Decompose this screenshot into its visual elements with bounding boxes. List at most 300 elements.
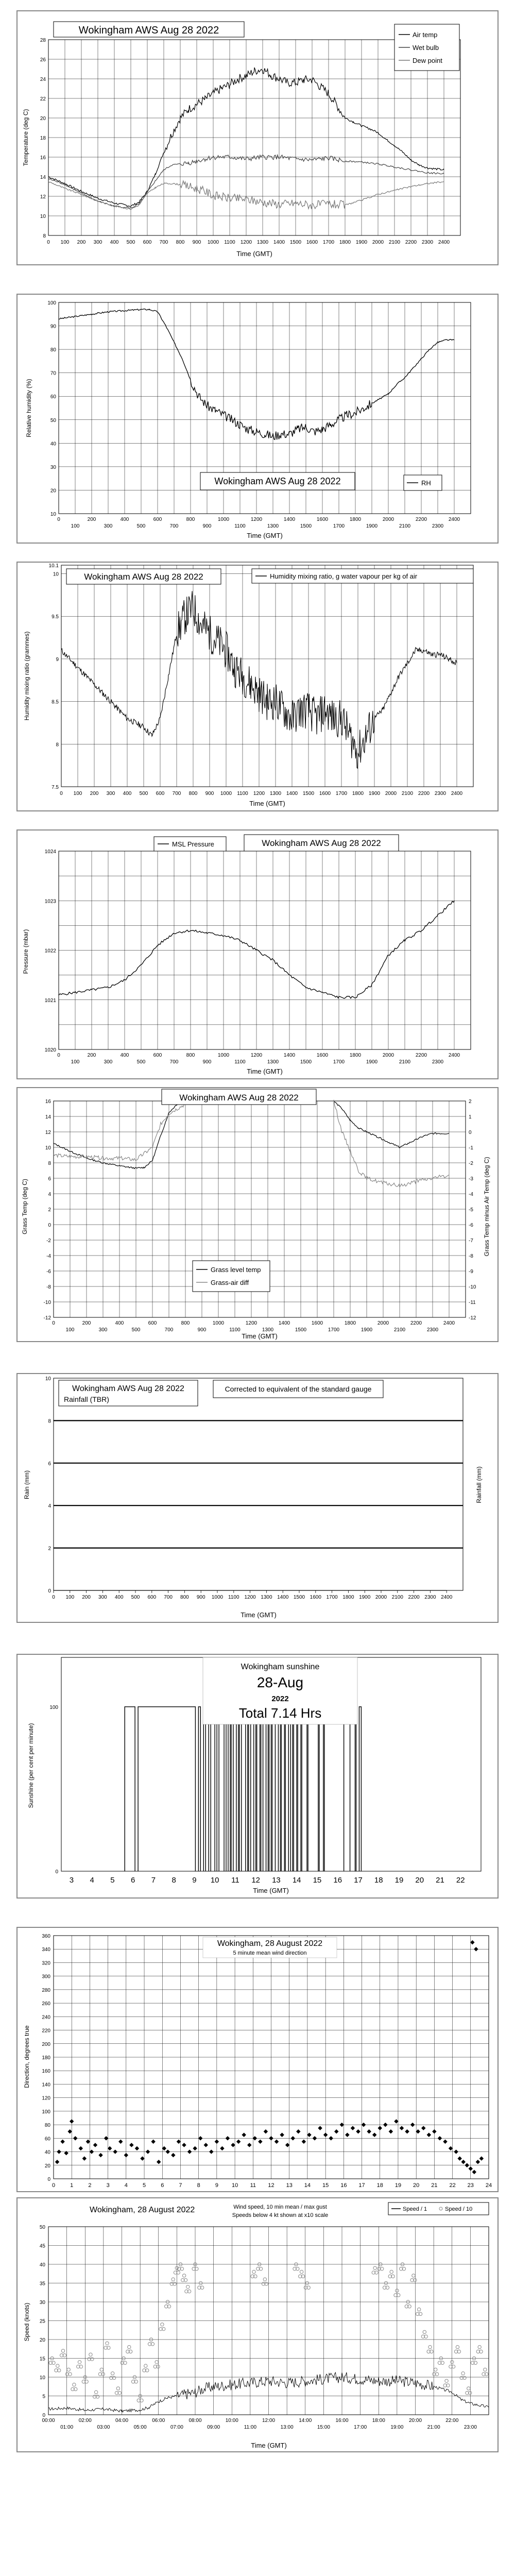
humidity-y-tick: 70: [50, 370, 56, 377]
wind-direction-x-tick: 7: [179, 2182, 182, 2189]
rainfall-x-tick: 800: [180, 1595, 189, 1600]
wind-direction-point: [432, 2129, 436, 2133]
rainfall-title: Wokingham AWS Aug 28 2022: [72, 1384, 184, 1393]
wind-speed-y-tick-labels: [40, 2225, 46, 2418]
wind-speed-x-tick: 20:00: [408, 2418, 422, 2424]
humidity-x-tick-labels: [57, 517, 460, 529]
wind-direction-point: [157, 2160, 161, 2164]
wind-speed-title: Wokingham, 28 August 2022: [90, 2206, 195, 2214]
pressure-y-tick: 1021: [44, 997, 56, 1004]
wind-speed-point: [263, 2278, 266, 2281]
wind-speed-point: [412, 2274, 415, 2277]
rainfall-chart-panel: [16, 1373, 499, 1623]
mixing-ratio-x-tick: 1800: [352, 791, 364, 796]
grass-temp-y-tick: -8: [46, 1284, 51, 1290]
grass-temp-x-tick-minor: 500: [131, 1327, 141, 1333]
wind-direction-point: [162, 2146, 166, 2150]
grass-temp-x-tick-minor: 1900: [360, 1327, 373, 1333]
mixing-ratio-x-tick: 1200: [253, 791, 265, 796]
wind-direction-y-tick-labels: [42, 1934, 50, 2182]
sunshine-bar: [301, 1707, 302, 1871]
grass-temp-y2-tick: -11: [469, 1300, 476, 1306]
sunshine-title: Wokingham sunshine: [241, 1663, 320, 1671]
wind-direction-y-tick: 260: [42, 2001, 50, 2007]
wind-speed-x-tick-minor: 13:00: [280, 2425, 294, 2430]
wind-direction-point: [166, 2149, 170, 2154]
pressure-x-tick-minor: 700: [169, 1059, 179, 1065]
sunshine-bar: [198, 1707, 200, 1871]
grass-temp-y-tick: -12: [43, 1315, 51, 1321]
sunshine-x-tick: 17: [354, 1876, 363, 1885]
wind-speed-point: [390, 2270, 393, 2273]
wind-direction-point: [476, 2160, 480, 2164]
wind-direction-point: [209, 2149, 213, 2154]
mixing-ratio-chart-panel: [16, 562, 499, 811]
rainfall-y-tick: 6: [48, 1461, 51, 1467]
temperature-x-tick: 1800: [339, 240, 351, 245]
pressure-x-tick-minor: 2300: [432, 1059, 444, 1065]
sunshine-bar: [233, 1707, 236, 1871]
rainfall-y-tick: 10: [45, 1376, 51, 1382]
wind-direction-y-tick: 300: [42, 1974, 50, 1980]
wind-speed-subtitle-2: Speeds below 4 kt shown at x10 scale: [232, 2212, 329, 2218]
wind-direction-grid: [54, 1936, 489, 2179]
humidity-chart: [18, 295, 497, 543]
grass-temp-y-tick: -2: [46, 1238, 51, 1244]
rainfall-x-tick: 2200: [408, 1595, 420, 1600]
rainfall-subtitle: Rainfall (TBR): [64, 1395, 109, 1403]
temperature-y-tick: 14: [40, 175, 46, 180]
humidity-x-tick: 1400: [283, 517, 296, 522]
grass-temp-x-label: Time (GMT): [242, 1332, 278, 1340]
wind-direction-point: [465, 2163, 469, 2167]
wind-direction-y-tick: 280: [42, 1987, 50, 1993]
sunshine-bar: [125, 1707, 135, 1871]
wind-direction-point: [479, 2156, 484, 2160]
grass-temp-chart: [18, 1088, 497, 1341]
humidity-x-tick-minor: 2300: [432, 523, 444, 529]
wind-direction-point: [90, 2149, 94, 2154]
temperature-x-tick: 1700: [322, 240, 335, 245]
temperature-y-tick: 26: [40, 57, 46, 63]
wind-direction-point: [140, 2156, 144, 2160]
mixing-ratio-y-tick: 7.5: [52, 785, 59, 790]
humidity-x-tick-minor: 900: [202, 523, 212, 529]
wind-direction-x-tick: 3: [106, 2182, 110, 2189]
sunshine-x-tick: 3: [69, 1876, 74, 1885]
temperature-chart-panel: [16, 10, 499, 265]
temperature-x-tick: 1000: [207, 240, 219, 245]
rainfall-grid: [54, 1378, 463, 1593]
wind-speed-y-tick: 10: [39, 2375, 45, 2381]
pressure-x-tick: 1200: [250, 1053, 263, 1058]
wind-speed-point: [461, 2372, 465, 2375]
wind-direction-point: [461, 2160, 465, 2164]
grass-temp-y2-tick: -8: [469, 1253, 473, 1259]
wind-direction-point: [193, 2146, 197, 2150]
wind-speed-x-tick: 08:00: [188, 2418, 202, 2424]
sunshine-x-tick: 14: [292, 1876, 301, 1885]
grass-temp-y-tick: 12: [45, 1130, 51, 1136]
wind-direction-point: [204, 2143, 208, 2147]
wind-direction-point: [82, 2156, 87, 2160]
temperature-y-tick: 16: [40, 155, 46, 161]
wind-direction-y-tick: 80: [44, 2123, 50, 2129]
grass-temp-y2-tick: -2: [469, 1161, 473, 1166]
pressure-chart-panel: [16, 829, 499, 1079]
wind-direction-point: [394, 2119, 398, 2123]
mixing-ratio-x-tick: 700: [172, 791, 181, 796]
grass-temp-x-tick: 200: [82, 1320, 91, 1326]
sunshine-bar: [242, 1707, 246, 1871]
wind-speed-chart: [18, 2198, 497, 2451]
sunshine-bar: [344, 1707, 350, 1871]
grass-temp-x-tick-minor: 2100: [393, 1327, 406, 1333]
wind-direction-point: [182, 2143, 186, 2147]
humidity-x-tick-minor: 300: [104, 523, 113, 529]
wind-speed-point: [434, 2368, 437, 2371]
wind-direction-y-tick: 340: [42, 1947, 50, 1953]
humidity-legend: [404, 475, 442, 490]
rainfall-x-tick: 1900: [359, 1595, 371, 1600]
humidity-x-tick-minor: 500: [136, 523, 146, 529]
wind-direction-x-tick: 5: [142, 2182, 146, 2189]
wind-direction-point: [129, 2143, 133, 2147]
wind-direction-y-tick: 240: [42, 2014, 50, 2021]
wind-direction-point: [135, 2146, 139, 2150]
wind-speed-point: [106, 2342, 109, 2345]
wind-direction-y-tick: 100: [42, 2109, 50, 2115]
wind-direction-point: [421, 2126, 425, 2130]
humidity-title: Wokingham AWS Aug 28 2022: [214, 476, 341, 486]
wind-speed-x-tick-minor: 05:00: [133, 2425, 147, 2430]
wind-speed-x-tick-minor: 07:00: [170, 2425, 183, 2430]
temperature-title: Wokingham AWS Aug 28 2022: [78, 25, 219, 36]
sunshine-x-tick: 10: [210, 1876, 219, 1885]
mixing-ratio-x-tick: 1000: [220, 791, 232, 796]
rainfall-y-tick: 8: [48, 1418, 51, 1425]
wind-direction-y-tick: 220: [42, 2028, 50, 2034]
mixing-ratio-legend: [252, 569, 473, 583]
wind-direction-point: [405, 2129, 409, 2133]
sunshine-x-tick: 16: [333, 1876, 342, 1885]
temperature-x-tick: 400: [110, 240, 119, 245]
grass-temp-y2-tick: -5: [469, 1207, 473, 1213]
wind-speed-y-tick: 5: [42, 2394, 45, 2400]
pressure-x-label: Time (GMT): [247, 1067, 283, 1075]
mixing-ratio-y-tick: 9.5: [52, 614, 59, 620]
sunshine-bar: [359, 1707, 361, 1871]
mixing-ratio-y-tick: 9: [56, 656, 59, 663]
wind-direction-x-tick: 17: [358, 2182, 365, 2189]
wind-speed-point: [61, 2349, 64, 2352]
wind-speed-x-tick-minor: 19:00: [390, 2425, 404, 2430]
legend-speed-10: Speed / 10: [445, 2206, 473, 2212]
pressure-x-tick-minor: 2100: [399, 1059, 411, 1065]
humidity-y-label: Relative humidity (%): [25, 379, 32, 437]
sunshine-y-tick: 0: [55, 1869, 58, 1875]
pressure-y-tick: 1022: [44, 948, 56, 954]
wind-direction-x-tick: 20: [413, 2182, 420, 2189]
wind-direction-x-tick: 4: [124, 2182, 128, 2189]
wind-direction-point: [151, 2140, 155, 2144]
wind-direction-point: [334, 2129, 338, 2133]
sunshine-bar: [230, 1707, 231, 1871]
wind-direction-point: [313, 2136, 317, 2140]
rainfall-y-tick: 0: [48, 1588, 51, 1594]
mixing-ratio-x-tick: 500: [139, 791, 148, 796]
wind-direction-point: [79, 2146, 83, 2150]
wind-speed-point: [155, 2361, 158, 2364]
sunshine-x-label: Time (GMT): [253, 1887, 289, 1894]
wind-direction-point: [362, 2123, 366, 2127]
grass-temp-x-tick-minor: 1100: [229, 1327, 241, 1333]
wind-direction-point: [177, 2140, 181, 2144]
wind-speed-point: [89, 2353, 92, 2356]
wind-direction-point: [264, 2129, 268, 2133]
sunshine-bar: [307, 1707, 308, 1871]
pressure-x-tick: 2000: [382, 1053, 394, 1058]
wind-direction-x-tick: 19: [394, 2182, 402, 2189]
temperature-y-tick: 28: [40, 38, 46, 43]
grass-temp-y-tick: 16: [45, 1099, 51, 1105]
wind-speed-legend: [388, 2202, 489, 2215]
wind-speed-point: [456, 2345, 459, 2348]
pressure-y-tick: 1020: [44, 1047, 56, 1053]
grass-temp-chart-panel: [16, 1087, 499, 1342]
temperature-legend: [394, 24, 459, 71]
wind-direction-point: [296, 2129, 300, 2133]
wind-speed-y-tick: 35: [39, 2281, 45, 2287]
wind-direction-point: [258, 2140, 262, 2144]
wind-direction-x-tick: 10: [231, 2182, 238, 2189]
sunshine-bar: [284, 1707, 285, 1871]
grass-temp-x-tick: 600: [148, 1320, 157, 1326]
wind-direction-x-tick: 14: [304, 2182, 311, 2189]
wind-speed-y-tick: 15: [39, 2356, 45, 2362]
wind-speed-point: [300, 2270, 303, 2273]
temperature-y-tick: 12: [40, 194, 46, 200]
temperature-y-tick: 22: [40, 96, 46, 102]
grass-temp-x-tick-labels: [52, 1320, 455, 1333]
legend-mixing-ratio: Humidity mixing ratio, g water vapour per kg of air: [270, 572, 418, 580]
sunshine-y-tick: 100: [49, 1704, 58, 1710]
sunshine-bar: [215, 1707, 217, 1871]
temperature-x-tick: 200: [77, 240, 86, 245]
sunshine-x-tick: 6: [130, 1876, 135, 1885]
rainfall-x-tick: 1700: [326, 1595, 338, 1600]
pressure-x-tick-minor: 1300: [267, 1059, 279, 1065]
sunshine-bar: [226, 1707, 228, 1871]
sunshine-chart: [18, 1655, 497, 1897]
rainfall-x-tick: 1400: [277, 1595, 289, 1600]
wind-direction-point: [340, 2123, 344, 2127]
wind-direction-x-tick: 0: [52, 2182, 56, 2189]
humidity-x-tick-minor: 1500: [300, 523, 312, 529]
rainfall-x-tick: 1200: [244, 1595, 256, 1600]
wind-direction-x-tick: 23: [467, 2182, 474, 2189]
temperature-chart: [18, 11, 497, 264]
wind-direction-point: [470, 1940, 474, 1944]
sunshine-bar: [209, 1707, 211, 1871]
grass-temp-y-label: Grass Temp (deg C): [21, 1179, 28, 1234]
temperature-x-tick: 800: [176, 240, 185, 245]
humidity-y-tick: 60: [50, 394, 56, 400]
wind-direction-point: [449, 2146, 453, 2150]
wind-speed-y-tick: 20: [39, 2337, 45, 2343]
wind-direction-point: [457, 2156, 461, 2160]
temperature-y-tick: 10: [40, 214, 46, 219]
humidity-y-tick: 90: [50, 324, 56, 330]
wind-direction-point: [400, 2126, 404, 2130]
temperature-x-tick: 2300: [421, 240, 434, 245]
temperature-x-tick: 0: [47, 240, 50, 245]
wind-speed-y-label: Speed (knots): [23, 2302, 30, 2342]
wind-direction-y-tick: 20: [44, 2163, 50, 2169]
wind-direction-point: [372, 2133, 376, 2137]
temperature-x-tick: 1100: [224, 240, 235, 245]
humidity-x-tick: 200: [87, 517, 96, 522]
pressure-x-tick: 600: [153, 1053, 162, 1058]
humidity-y-tick: 20: [50, 488, 56, 494]
wind-speed-chart-panel: [16, 2197, 499, 2452]
wind-direction-point: [474, 1947, 478, 1951]
sunshine-total: Total 7.14 Hrs: [238, 1705, 322, 1721]
rainfall-y-tick-labels: [45, 1376, 52, 1594]
rainfall-x-tick: 0: [52, 1595, 55, 1600]
rainfall-y-tick: 2: [48, 1546, 51, 1552]
wind-direction-point: [236, 2140, 241, 2144]
sunshine-x-tick: 15: [313, 1876, 322, 1885]
grass-temp-x-tick: 800: [181, 1320, 190, 1326]
temperature-x-tick: 1600: [306, 240, 318, 245]
wind-speed-x-tick-minor: 17:00: [354, 2425, 367, 2430]
mixing-ratio-x-tick: 600: [156, 791, 165, 796]
wind-speed-point: [373, 2266, 376, 2269]
grass-temp-y2-tick: 2: [469, 1099, 472, 1105]
rainfall-x-tick: 100: [65, 1595, 75, 1600]
rainfall-x-tick: 2300: [424, 1595, 436, 1600]
pressure-x-tick: 1400: [283, 1053, 296, 1058]
temperature-x-tick: 300: [93, 240, 102, 245]
legend-wet-bulb: Wet bulb: [413, 44, 439, 52]
rainfall-x-tick: 1300: [261, 1595, 272, 1600]
temperature-y-tick-labels: [40, 38, 46, 239]
temperature-x-tick: 700: [159, 240, 168, 245]
mixing-ratio-x-tick: 2000: [385, 791, 397, 796]
wind-direction-point: [215, 2140, 219, 2144]
wind-speed-point: [171, 2278, 175, 2281]
mixing-ratio-x-tick: 1900: [368, 791, 381, 796]
wind-direction-y-tick: 120: [42, 2095, 50, 2102]
sunshine-bar: [219, 1707, 224, 1871]
sunshine-x-tick: 12: [251, 1876, 261, 1885]
humidity-x-tick-minor: 100: [71, 523, 80, 529]
wind-direction-point: [367, 2129, 371, 2133]
grass-temp-y-tick: -10: [43, 1300, 51, 1306]
wind-speed-point: [56, 2364, 59, 2367]
wind-speed-x-tick-labels: [42, 2418, 477, 2430]
grass-temp-title: Wokingham AWS Aug 28 2022: [179, 1093, 299, 1103]
wind-direction-point: [345, 2133, 349, 2137]
wind-direction-point: [124, 2153, 128, 2157]
wind-direction-y-tick: 40: [44, 2149, 50, 2156]
mixing-ratio-x-tick: 200: [90, 791, 99, 796]
wind-direction-point: [291, 2136, 295, 2140]
grass-temp-x-tick: 1000: [212, 1320, 225, 1326]
mixing-ratio-y-tick: 10: [53, 571, 59, 578]
rainfall-x-tick: 700: [164, 1595, 173, 1600]
grass-temp-x-tick-minor: 1300: [262, 1327, 274, 1333]
wind-speed-point: [445, 2379, 448, 2382]
rainfall-x-tick: 2000: [375, 1595, 387, 1600]
wind-direction-point: [318, 2126, 322, 2130]
pressure-y-tick-labels: [45, 849, 57, 1053]
sunshine-x-tick: 13: [272, 1876, 281, 1885]
wind-direction-y-tick: 200: [42, 2041, 50, 2047]
grass-temp-x-tick: 2200: [410, 1320, 422, 1326]
pressure-x-tick: 200: [87, 1053, 96, 1058]
wind-direction-point: [93, 2143, 97, 2147]
wind-direction-point: [410, 2123, 415, 2127]
humidity-y-tick: 100: [47, 300, 56, 306]
grass-temp-x-tick: 2400: [443, 1320, 455, 1326]
wind-speed-x-tick: 12:00: [262, 2418, 276, 2424]
wind-direction-x-tick: 12: [268, 2182, 274, 2189]
pressure-legend: [154, 837, 226, 851]
grass-temp-y2-tick: -9: [469, 1269, 473, 1275]
mixing-ratio-x-tick: 2300: [434, 791, 447, 796]
wind-speed-point: [161, 2323, 164, 2326]
wind-direction-x-tick: 22: [449, 2182, 456, 2189]
sunshine-bar: [256, 1707, 257, 1871]
mixing-ratio-x-tick: 800: [188, 791, 198, 796]
legend-grass-level-temp: Grass level temp: [211, 1266, 261, 1274]
grass-temp-x-tick-minor: 1500: [295, 1327, 307, 1333]
mixing-ratio-x-tick: 100: [73, 791, 82, 796]
grass-temp-y2-tick: -3: [469, 1176, 473, 1182]
wind-speed-x-tick: 06:00: [152, 2418, 165, 2424]
grass-temp-y-tick: -6: [46, 1269, 51, 1275]
wind-direction-point: [118, 2140, 123, 2144]
humidity-x-tick-minor: 1100: [234, 523, 246, 529]
grass-temp-x-tick: 2000: [377, 1320, 389, 1326]
wind-direction-point: [220, 2146, 224, 2150]
wind-direction-point: [98, 2153, 102, 2157]
wind-direction-point: [329, 2136, 333, 2140]
humidity-x-tick-minor: 1300: [267, 523, 279, 529]
wind-direction-y-tick: 320: [42, 1960, 50, 1967]
sunshine-x-tick: 22: [456, 1876, 465, 1885]
pressure-x-tick: 800: [186, 1053, 195, 1058]
rainfall-x-tick: 400: [114, 1595, 124, 1600]
legend-dew-point: Dew point: [413, 57, 442, 64]
wind-direction-point: [198, 2136, 202, 2140]
wind-speed-grid: [48, 2227, 489, 2415]
humidity-y-tick: 30: [50, 464, 56, 470]
wind-direction-point: [454, 2149, 458, 2154]
grass-temp-y2-tick: -12: [469, 1315, 476, 1321]
wind-direction-y-tick: 160: [42, 2069, 50, 2075]
wind-direction-point: [469, 2166, 473, 2171]
temperature-x-tick: 2400: [438, 240, 450, 245]
humidity-y-tick: 50: [50, 417, 56, 423]
pressure-title: Wokingham AWS Aug 28 2022: [262, 838, 381, 848]
mixing-ratio-x-tick: 900: [205, 791, 214, 796]
temperature-x-tick: 1200: [240, 240, 252, 245]
sunshine-x-tick: 4: [90, 1876, 94, 1885]
humidity-x-tick: 400: [120, 517, 129, 522]
